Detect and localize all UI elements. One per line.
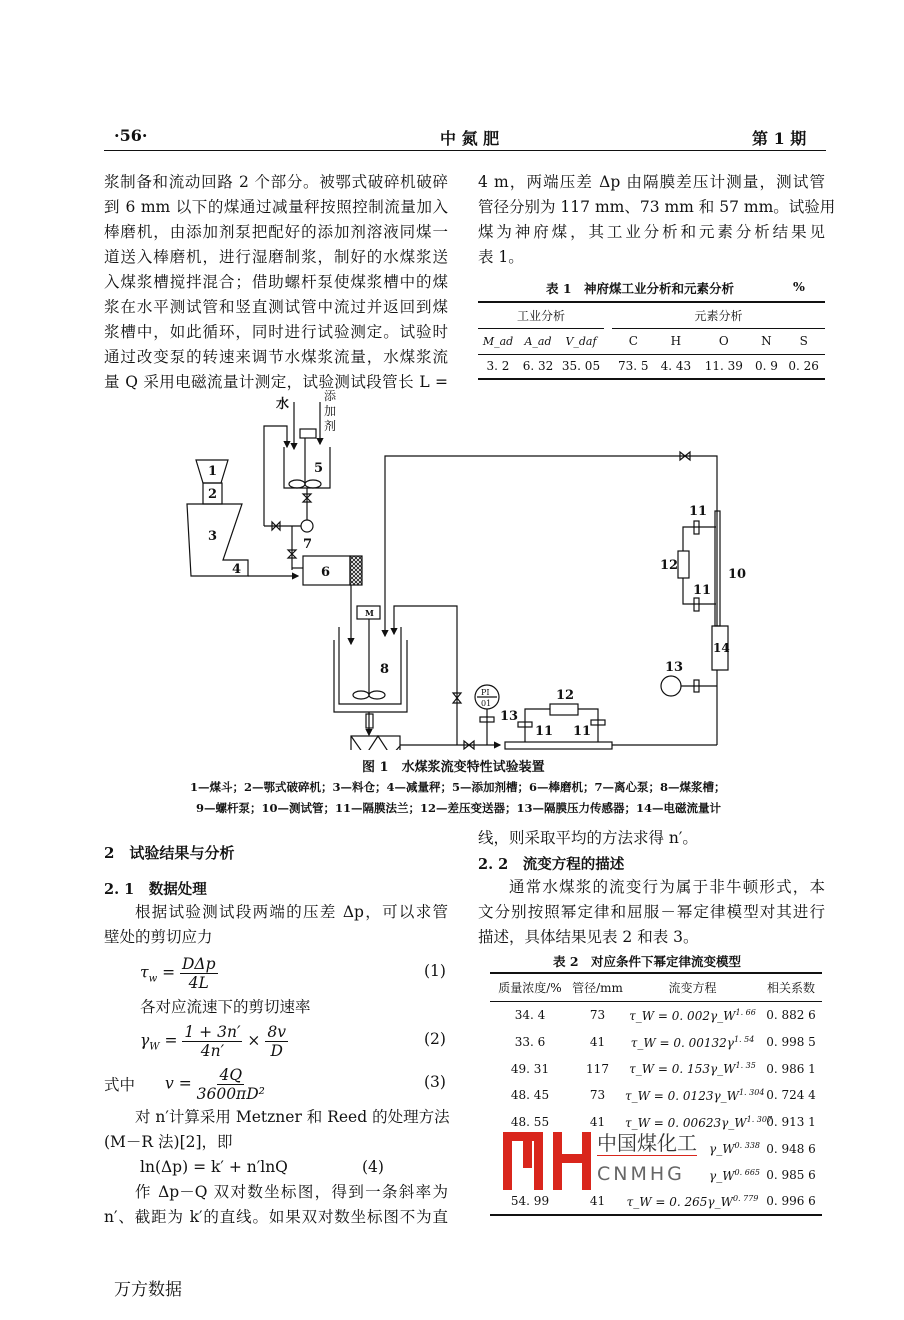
equation-exponent: 1. 66 xyxy=(735,1007,756,1017)
col-header: V_daf xyxy=(558,328,604,354)
col-header: 管径/mm xyxy=(572,980,623,995)
equation-exponent: 1. 304 xyxy=(738,1087,765,1097)
table1 xyxy=(478,304,825,380)
text-line: 作 Δp－Q 双对数坐标图，得到一条斜率为 xyxy=(135,1183,448,1201)
cell: 6. 32 xyxy=(522,359,554,374)
table-row xyxy=(490,1189,822,1216)
s22-paragraph xyxy=(478,875,825,950)
cell-diameter xyxy=(570,1162,625,1189)
table2-header-row xyxy=(490,973,822,1001)
label-12: 12 xyxy=(660,558,679,573)
equation-2: $\gamma_W$ = $\frac{1 + 3n'}{4n'}$ × $\frac{8v}{D}$ xyxy=(140,1023,286,1060)
col-header: S xyxy=(782,328,825,354)
table1-unit: % xyxy=(793,279,805,294)
cell: 0. 9 xyxy=(754,359,778,374)
left-top-paragraph xyxy=(104,170,448,395)
eq-operator: × xyxy=(247,1031,261,1050)
label-4: 4 xyxy=(232,562,242,577)
table-row xyxy=(490,1162,822,1189)
text-line: 量 Q 采用电磁流量计测定，试验测试段管长 L = xyxy=(104,373,448,391)
label-7: 7 xyxy=(303,537,313,552)
right-continuation xyxy=(478,826,825,851)
text-line: 管径分别为 117 mm、73 mm 和 57 mm。试验用 xyxy=(478,198,836,216)
text-line: 通常水煤浆的流变行为属于非牛顿形式，本 xyxy=(509,878,825,896)
right-top-paragraph xyxy=(478,170,836,270)
cell-equation xyxy=(625,1082,765,1109)
cell-equation xyxy=(625,1029,760,1056)
text-line: 4 m，两端压差 Δp 由隔膜差压计测量，测试管 xyxy=(478,173,825,191)
equation-coef: τ_W = 0. 265γ_W xyxy=(626,1194,733,1209)
label-13: 13 xyxy=(665,660,684,675)
text-shear-rate: 各对应流速下的剪切速率 xyxy=(140,998,311,1016)
table2 xyxy=(490,972,822,1216)
issue-number: 第 1 期 xyxy=(752,129,807,148)
col-header: M_ad xyxy=(478,328,518,354)
col-header: 质量浓度/% xyxy=(498,980,562,995)
table1-title: 表 1 神府煤工业分析和元素分析 xyxy=(546,281,735,296)
figure1-caption: 图 1 水煤浆流变特性试验装置 xyxy=(362,760,545,775)
text-line: n′、截距为 k′的直线。如果双对数坐标图不为直 xyxy=(104,1208,448,1226)
figure1-legend-line2: 9—螺杆泵；10—测试管；11—隔膜法兰；12—差压变送器；13—隔膜压力传感器；14—电磁流量计 xyxy=(196,801,722,815)
cell-equation xyxy=(625,1001,760,1029)
eq-den: 4L xyxy=(188,974,209,992)
cell: 3. 2 xyxy=(486,359,510,374)
cell-concentration: 33. 6 xyxy=(514,1035,546,1050)
table-row xyxy=(490,1109,822,1136)
rod-mill-screen xyxy=(350,556,362,585)
equation-coef: τ_W = 0. 00623γ_W xyxy=(625,1115,747,1130)
dp-transmitter xyxy=(678,551,689,578)
text-line: 表 1。 xyxy=(478,248,524,266)
mr-paragraph xyxy=(104,1105,448,1155)
equation-exponent: 1. 35 xyxy=(735,1061,756,1071)
label-11: 11 xyxy=(689,504,708,519)
cell-concentration: 34. 4 xyxy=(514,1008,546,1023)
table1-top-rule xyxy=(478,301,825,303)
label-13: 13 xyxy=(500,709,519,724)
table1-value-row xyxy=(478,354,825,379)
cell: 73. 5 xyxy=(618,359,649,374)
equation-exponent: 1. 307 xyxy=(746,1114,773,1124)
section22-title: 2. 2 流变方程的描述 xyxy=(478,856,625,873)
label-water: 水 xyxy=(276,397,290,412)
label-3: 3 xyxy=(208,529,218,544)
screw-pump xyxy=(351,736,400,750)
cell: 0. 26 xyxy=(788,359,819,374)
watermark-en: CNMHG xyxy=(597,1163,685,1185)
cell-diameter: 73 xyxy=(589,1008,606,1023)
text-line: 根据试验测试段两端的压差 Δp，可以求管 xyxy=(135,903,448,921)
figure1-diagram xyxy=(180,390,750,750)
cell-correlation: 0. 882 6 xyxy=(766,1008,816,1023)
equation-2-number: (2) xyxy=(424,1030,446,1048)
eq-den: 4n′ xyxy=(200,1042,225,1060)
page-number: ·56· xyxy=(114,126,148,145)
label-2: 2 xyxy=(208,487,218,502)
group-header: 工业分析 xyxy=(516,309,565,324)
label-6: 6 xyxy=(321,565,331,580)
col-header: 流变方程 xyxy=(668,980,717,995)
equation-coef: γ_W xyxy=(709,1168,735,1183)
cell-equation xyxy=(625,1056,760,1083)
text-line: 浆制备和流动回路 2 个部分。被鄂式破碎机破碎 xyxy=(104,173,448,191)
dp-transmitter xyxy=(550,704,578,715)
eq-symbol: v xyxy=(165,1074,174,1093)
label-8: 8 xyxy=(380,662,390,677)
section21-title: 2. 1 数据处理 xyxy=(104,881,207,898)
text-line: 描述，具体结果见表 2 和表 3。 xyxy=(478,928,699,946)
text-line: 道送入棒磨机，进行湿磨制浆，制好的水煤浆送 xyxy=(104,248,448,266)
text-line: 浆在水平测试管和竖直测试管中流过并返回到煤 xyxy=(104,298,448,316)
equation-exponent: 0. 779 xyxy=(732,1193,759,1203)
col-header: 相关系数 xyxy=(766,980,815,995)
cell-equation xyxy=(625,1135,760,1162)
journal-name: 中 氮 肥 xyxy=(440,129,500,148)
col-header: O xyxy=(697,328,750,354)
equation-4-number: (4) xyxy=(362,1158,384,1176)
label-10: 10 xyxy=(728,567,747,582)
s21-paragraph xyxy=(104,900,448,950)
table2-title: 表 2 对应条件下幂定律流变模型 xyxy=(553,954,742,969)
label-11: 11 xyxy=(535,724,554,739)
label-12: 12 xyxy=(556,688,575,703)
cell-correlation: 0. 985 6 xyxy=(766,1168,816,1183)
text-line: 对 n′计算采用 Metzner 和 Reed 的处理方法 xyxy=(135,1108,450,1126)
eq-num: 4Q xyxy=(219,1066,243,1084)
table-row xyxy=(490,1082,822,1109)
text-line: 浆槽中，如此循环，同时进行试验测定。试验时 xyxy=(104,323,448,341)
table-row xyxy=(490,1029,822,1056)
text-line: 通过改变泵的转速来调节水煤浆流量，水煤浆流 xyxy=(104,348,448,366)
cell-equation xyxy=(625,1109,773,1136)
cell-concentration: 49. 31 xyxy=(510,1061,550,1076)
label-5: 5 xyxy=(314,461,324,476)
eq-num: 8v xyxy=(267,1023,286,1041)
text-line: 文分别按照幂定律和屈服－幂定律模型对其进行 xyxy=(478,903,825,921)
equation-1-number: (1) xyxy=(424,962,446,980)
text-line: 到 6 mm 以下的煤通过减量秤按照控制流量加入 xyxy=(104,198,448,216)
header-rule xyxy=(104,150,826,151)
text-line: 线，则采取平均的方法求得 n′。 xyxy=(478,829,698,847)
cell-correlation: 0. 948 6 xyxy=(766,1141,816,1156)
equation-coef: τ_W = 0. 00132γ xyxy=(630,1035,734,1050)
cell-correlation: 0. 986 1 xyxy=(766,1061,816,1076)
text-line: 壁处的剪切应力 xyxy=(104,928,213,946)
section2-title: 2 试验结果与分析 xyxy=(104,844,235,862)
motor xyxy=(300,429,316,438)
group-header: 元素分析 xyxy=(694,309,743,324)
col-header: C xyxy=(612,328,655,354)
cell-diameter xyxy=(570,1135,625,1162)
cell-equation xyxy=(625,1189,760,1216)
pressure-sensor xyxy=(661,676,681,696)
centrifugal-pump xyxy=(301,520,313,532)
cell-concentration xyxy=(490,1162,570,1189)
table1-header-row xyxy=(478,328,825,354)
equation-exponent: 0. 338 xyxy=(734,1141,760,1151)
label-pi: PI xyxy=(481,688,490,697)
horizontal-test-pipe xyxy=(505,742,612,749)
cell-diameter: 41 xyxy=(589,1194,606,1209)
label-11: 11 xyxy=(693,583,712,598)
cell-correlation: 0. 724 4 xyxy=(766,1088,816,1103)
equation-coef: τ_W = 0. 153γ_W xyxy=(629,1062,736,1077)
equation-exponent: 0. 665 xyxy=(734,1167,760,1177)
eq-den: D xyxy=(270,1042,283,1060)
cell-diameter: 117 xyxy=(586,1061,609,1076)
table1-group-industrial xyxy=(478,304,604,328)
cell-diameter: 73 xyxy=(589,1088,606,1103)
cell: 4. 43 xyxy=(660,359,692,374)
text-line: 煤为神府煤，其工业分析和元素分析结果见 xyxy=(478,223,825,241)
eq3-prefix: 式中 xyxy=(104,1076,136,1094)
label-motor: M xyxy=(365,608,374,618)
eq-symbol: τ xyxy=(140,963,149,982)
equation-coef: τ_W = 0. 0123γ_W xyxy=(625,1088,739,1103)
col-header: A_ad xyxy=(518,328,558,354)
cell-equation xyxy=(625,1162,760,1189)
equation-1: $\tau_w$ = $\frac{\text{DΔp}}{4L}$ xyxy=(140,955,216,992)
text-line: (M－R 法)[2]，即 xyxy=(104,1133,233,1151)
table-row xyxy=(490,1135,822,1162)
cell-correlation: 0. 998 5 xyxy=(766,1035,816,1050)
cell-concentration xyxy=(490,1135,570,1162)
equation-exponent: 1. 54 xyxy=(733,1034,755,1044)
equation-3-number: (3) xyxy=(424,1073,446,1091)
label-1: 1 xyxy=(208,464,218,479)
eq-den: 3600πD² xyxy=(196,1085,265,1103)
equation-3: v = $\frac{4Q}{\text{3600πD²}}$ xyxy=(165,1066,265,1103)
cell-concentration: 48. 45 xyxy=(510,1088,550,1103)
table1-group-elemental xyxy=(612,304,825,328)
equation-4: ln(Δp) = k′ + n′lnQ xyxy=(140,1158,288,1176)
text-line: 棒磨机，由添加剂泵把配好的添加剂溶液同煤一 xyxy=(104,223,448,241)
figure1-legend-line1: 1—煤斗；2—鄂式破碎机；3—料仓；4—减量秤；5—添加剂槽；6—棒磨机；7—离心泵；8—煤浆槽； xyxy=(190,780,726,794)
cell-concentration: 54. 99 xyxy=(510,1194,550,1209)
label-11: 11 xyxy=(573,724,592,739)
cell-correlation: 0. 913 1 xyxy=(766,1115,816,1130)
label-additive: 添加剂 xyxy=(324,390,337,433)
col-header: N xyxy=(750,328,782,354)
watermark-cn: 中国煤化工 xyxy=(597,1131,697,1155)
eq-num: 1 + 3n′ xyxy=(184,1023,241,1041)
col-header: H xyxy=(655,328,698,354)
label-14: 14 xyxy=(713,641,730,655)
eq-sub: W xyxy=(149,1041,160,1053)
text-line: 入煤浆槽搅拌混合；借助螺杆泵使煤浆槽中的煤 xyxy=(104,273,448,291)
footer-source: 万方数据 xyxy=(114,1280,182,1300)
eq-sub: w xyxy=(148,973,158,985)
table-row xyxy=(490,1001,822,1029)
cell-correlation: 0. 996 6 xyxy=(766,1194,816,1209)
equation-coef: τ_W = 0. 002γ_W xyxy=(629,1008,736,1023)
equation-coef: γ_W xyxy=(709,1142,735,1157)
table-row xyxy=(490,1056,822,1083)
cell-diameter: 41 xyxy=(589,1035,606,1050)
cell: 35. 05 xyxy=(561,359,601,374)
eq-symbol: γ xyxy=(140,1031,150,1050)
plot-paragraph xyxy=(104,1180,448,1230)
label-pi-number: 01 xyxy=(481,699,492,708)
cell: 11. 39 xyxy=(704,359,743,374)
cell-concentration: 48. 55 xyxy=(510,1115,550,1130)
cell-diameter: 41 xyxy=(589,1115,606,1130)
eq-num: DΔp xyxy=(181,955,216,973)
